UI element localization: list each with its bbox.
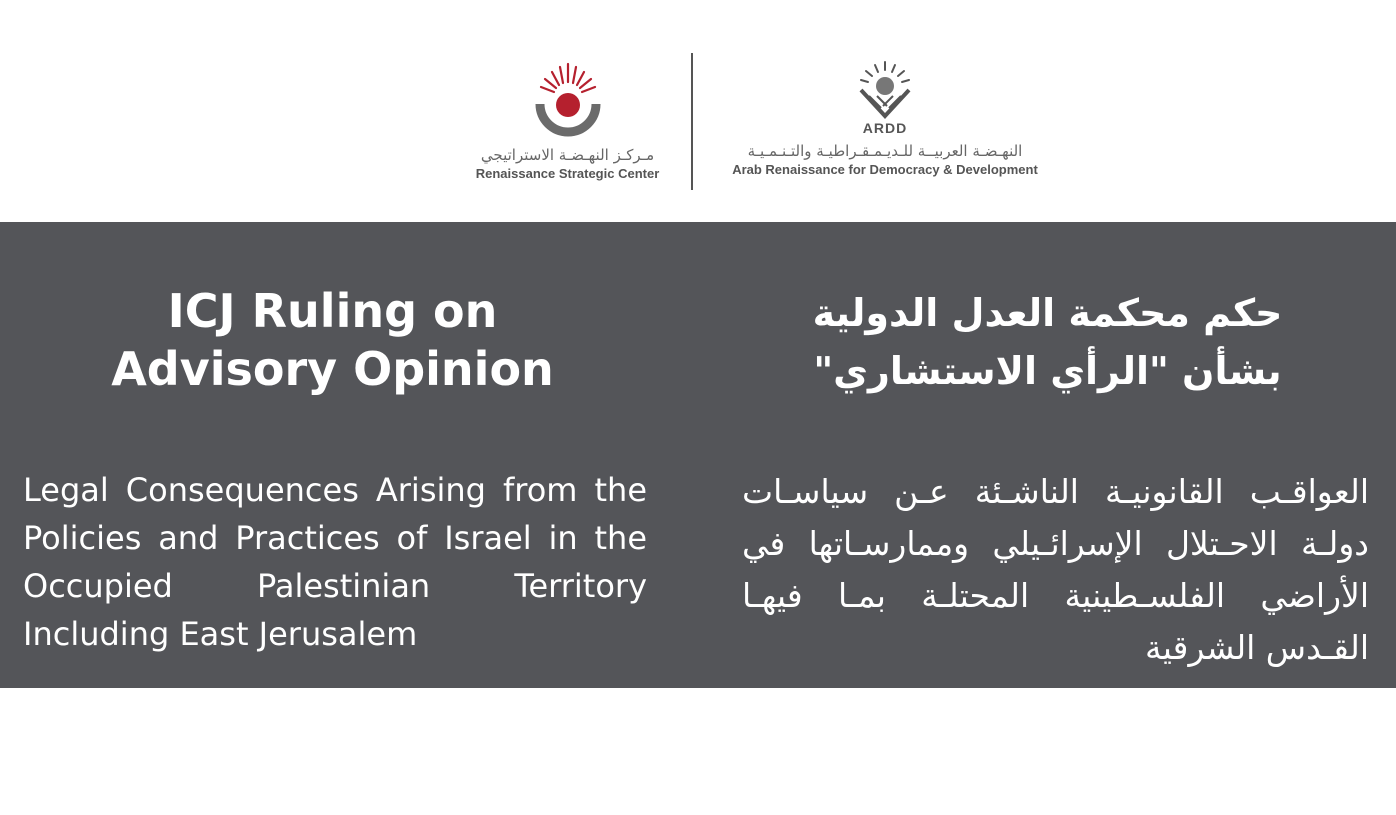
ardd-emblem-icon	[855, 60, 915, 122]
rsc-english-name: Renaissance Strategic Center	[475, 166, 660, 181]
ardd-arabic-name: النهـضـة العربيــة للـديـمـقـراطيـة والتـنـمـيـة	[747, 142, 1023, 160]
ardd-english-name: Arab Renaissance for Democracy & Development	[732, 162, 1038, 177]
arabic-subtitle: العواقـب القانونيـة الناشـئة عـن سياسـات دولـة الاحـتلال الإسرائـيلي وممارسـاتها في الأراضي الفلسـطينية المحتلـة بمـا فيهـا القـدس الشرقية	[742, 472, 1369, 667]
title-banner	[0, 222, 1396, 688]
english-title-line-2: Advisory Opinion	[111, 342, 554, 396]
ardd-logo[interactable]	[705, 60, 1065, 177]
ardd-acronym: ARDD	[862, 120, 908, 136]
logo-header	[0, 0, 1396, 222]
logo-divider	[691, 53, 693, 190]
rsc-arabic-name: مـركـز النهـضـة الاستراتيجي	[480, 146, 655, 164]
arabic-title-line-2: بشأن "الرأي الاستشاري"	[813, 349, 1282, 393]
rsc-emblem-icon	[533, 60, 603, 140]
english-title-line-1: ICJ Ruling on	[167, 284, 498, 338]
english-title	[80, 282, 585, 398]
arabic-title	[760, 284, 1335, 400]
arabic-title-line-1: حكم محكمة العدل الدولية	[812, 291, 1283, 335]
rsc-logo[interactable]	[455, 60, 680, 181]
english-subtitle: Legal Consequences Arising from the Policies and Practices of Israel in the Occupied Palestinian Territory Including East Jerusalem	[23, 471, 647, 653]
